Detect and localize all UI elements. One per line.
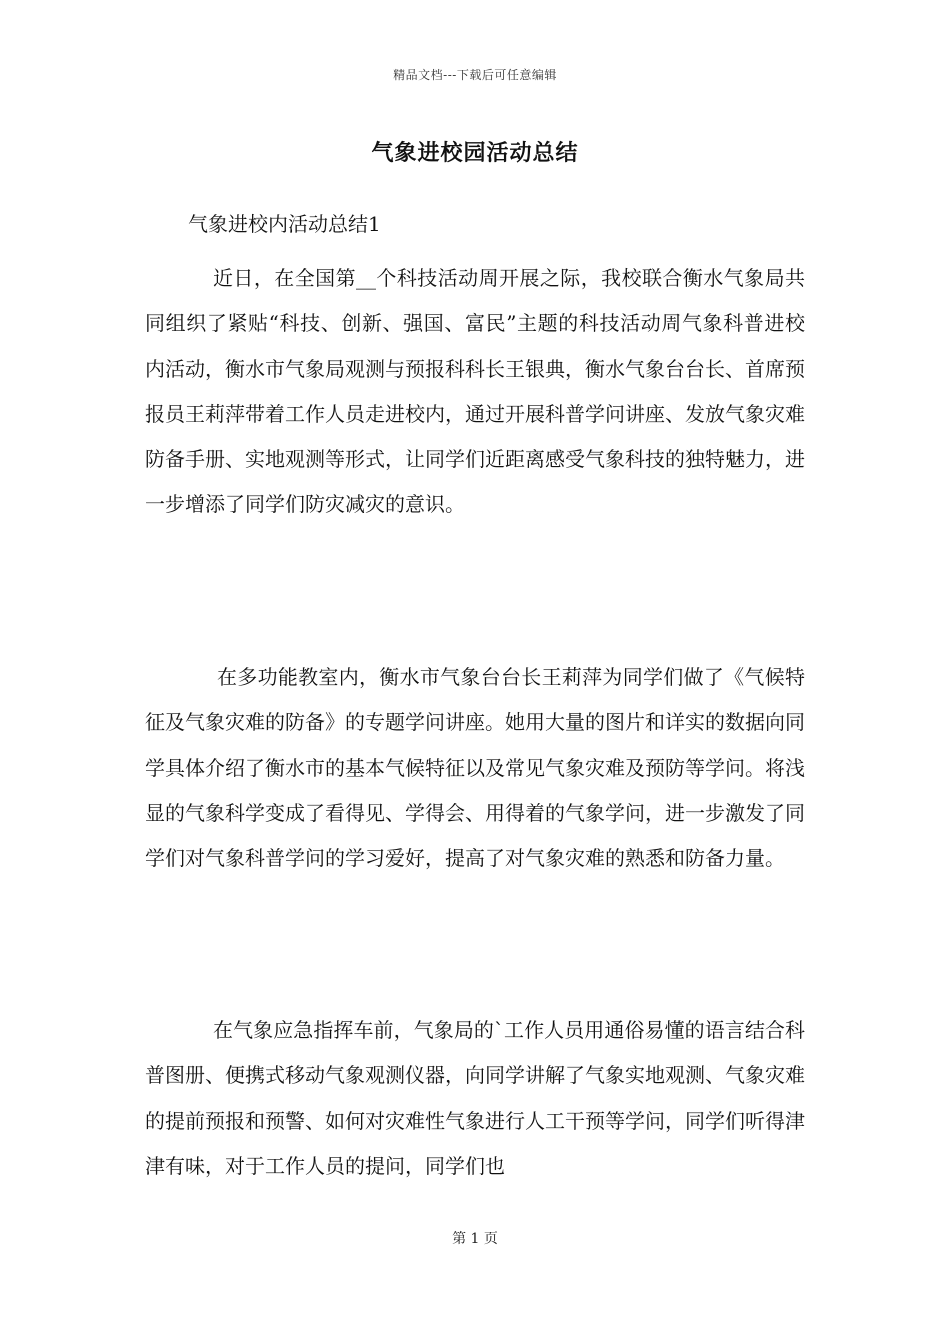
page-number: 第 1 页 [452,1231,498,1247]
body-paragraph: 在气象应急指挥车前，气象局的`工作人员用通俗易懂的语言结合科普图册、便携式移动气象观测仪器，向同学讲解了气象实地观测、气象灾难的提前预报和预警、如何对灾难性气象进行人工干预等学问，同学们听得津津有味，对于工作人员的提问，同学们也 [145,1018,805,1178]
document-title: 气象进校园活动总结 [371,140,579,166]
header-note: 精品文档---下载后可任意编辑 [393,68,557,82]
body-paragraph: 近日，在全国第__个科技活动周开展之际，我校联合衡水气象局共同组织了紧贴“科技、创新、强国、富民”主题的科技活动周气象科普进校内活动，衡水市气象局观测与预报科科长王银典，衡水气象台台长、首席预报员王莉萍带着工作人员走进校内，通过开展科普学问讲座、发放气象灾难防备手册、实地观测等形式，让同学们近距离感受气象科技的独特魅力，进一步增添了同学们防灾减灾的意识。 [145,266,805,517]
body-paragraph: 在多功能教室内，衡水市气象台台长王莉萍为同学们做了《气候特征及气象灾难的防备》的专题学问讲座。她用大量的图片和详实的数据向同学具体介绍了衡水市的基本气候特征以及常见气象灾难及预防等学问。将浅显的气象科学变成了看得见、学得会、用得着的气象学问，进一步激发了同学们对气象科普学问的学习爱好，提高了对气象灾难的熟悉和防备力量。 [145,665,805,871]
section-title: 气象进校内活动总结1 [188,212,381,236]
